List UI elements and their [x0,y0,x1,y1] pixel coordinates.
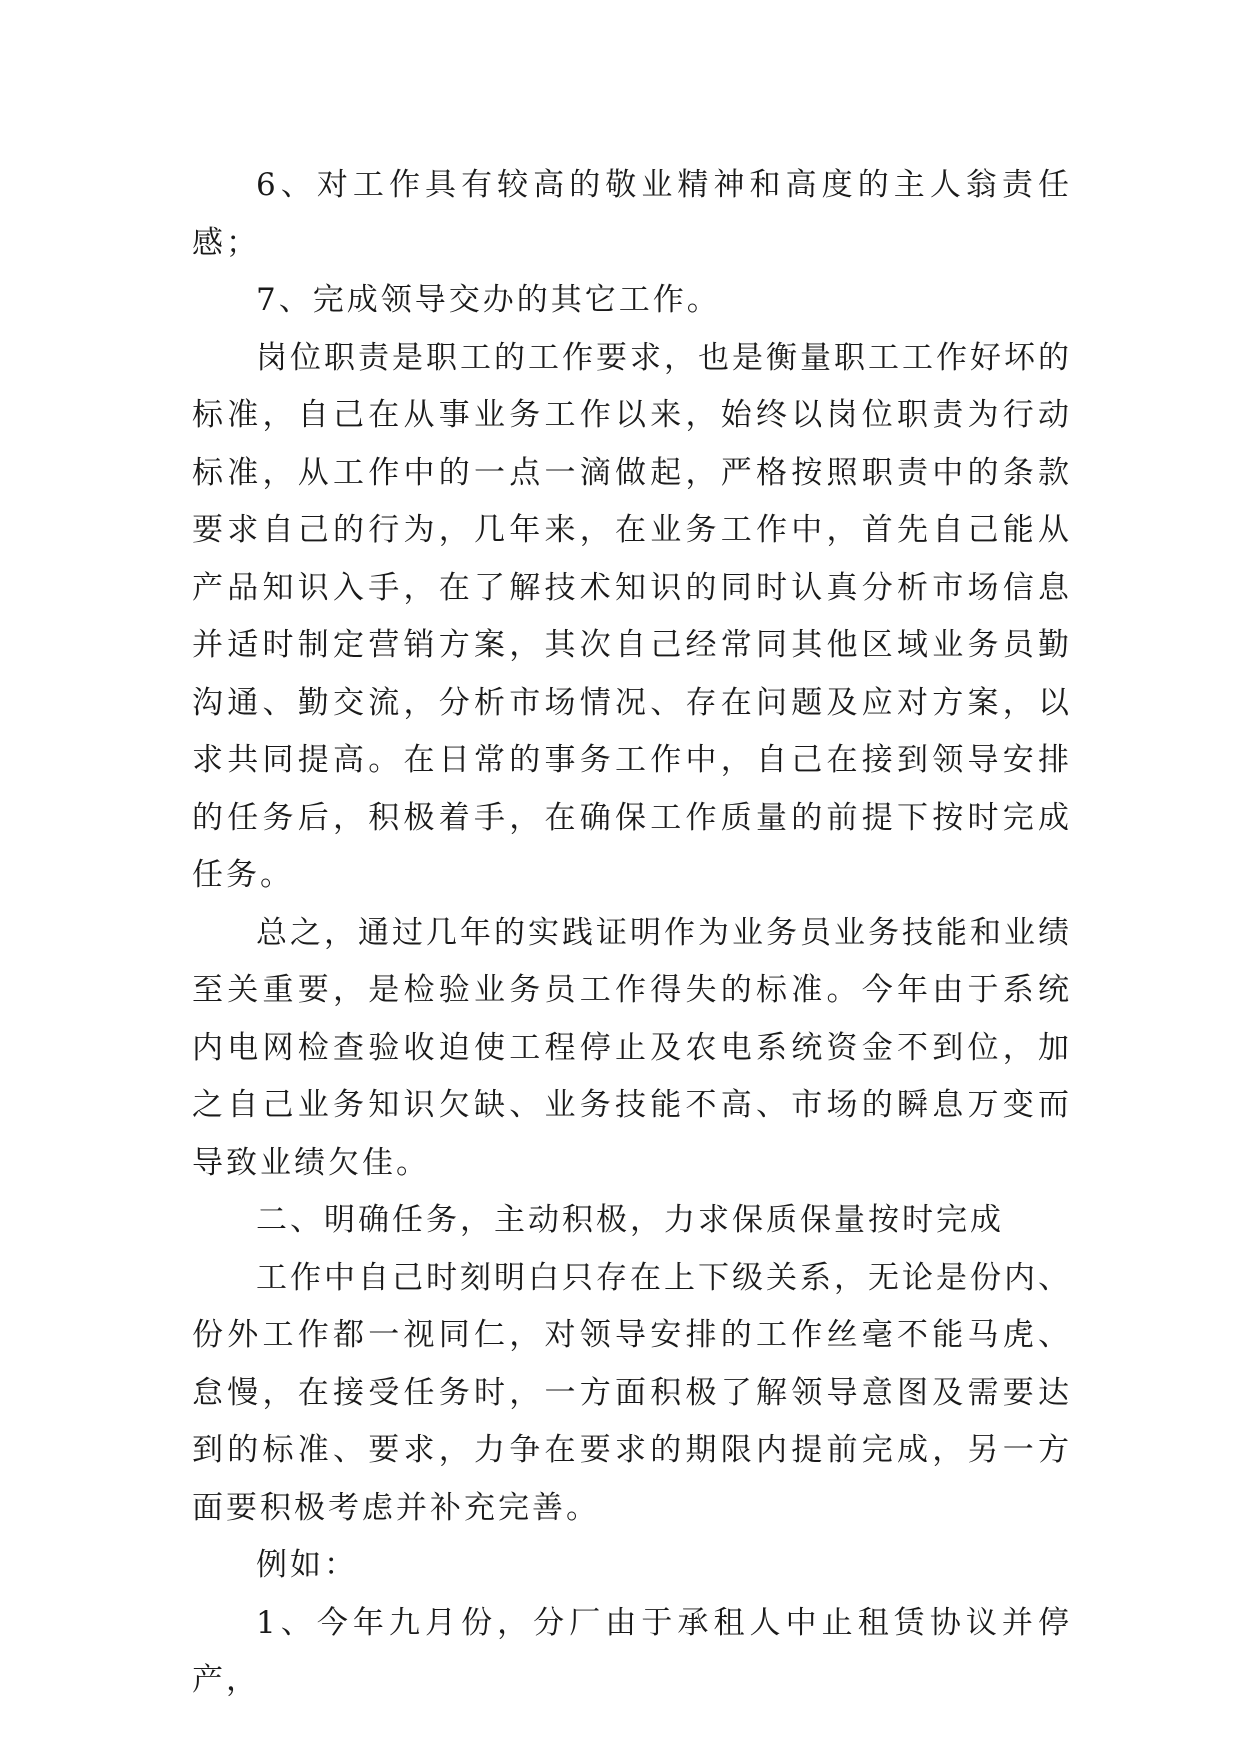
body-text [192,157,1072,1710]
paragraph-example-1: 1、今年九月份，分厂由于承租人中止租赁协议并停产， [192,1604,1072,1698]
paragraph-job-duties: 岗位职责是职工的工作要求，也是衡量职工工作好坏的标准，自己在从事业务工作以来，始终以岗位职责为行动标准，从工作中的一点一滴做起，严格按照职责中的条款要求自己的行为，几年来，在业务工作中，首先自己能从产品知识入手，在了解技术知识的同时认真分析市场信息并适时制定营销方案，其次自己经常同其他区域业务员勤沟通、勤交流，分析市场情况、存在问题及应对方案，以求共同提高。在日常的事务工作中，自己在接到领导安排的任务后，积极着手，在确保工作质量的前提下按时完成任务。 [192,339,1072,893]
paragraph-item-6: 6、对工作具有较高的敬业精神和高度的主人翁责任感； [192,167,1072,261]
paragraph-example-label: 例如： [256,1547,358,1583]
section-heading-2: 二、明确任务，主动积极，力求保质保量按时完成 [256,1202,1004,1238]
paragraph-work-attitude: 工作中自己时刻明白只存在上下级关系，无论是份内、份外工作都一视同仁，对领导安排的工作丝毫不能马虎、怠慢，在接受任务时，一方面积极了解领导意图及需要达到的标准、要求，力争在要求的期限内提前完成，另一方面要积极考虑并补充完善。 [192,1259,1072,1526]
paragraph-item-7: 7、完成领导交办的其它工作。 [256,282,721,318]
paragraph-summary: 总之，通过几年的实践证明作为业务员业务技能和业绩至关重要，是检验业务员工作得失的标准。今年由于系统内电网检查验收迫使工程停止及农电系统资金不到位，加之自己业务知识欠缺、业务技能不高、市场的瞬息万变而导致业绩欠佳。 [192,914,1072,1181]
